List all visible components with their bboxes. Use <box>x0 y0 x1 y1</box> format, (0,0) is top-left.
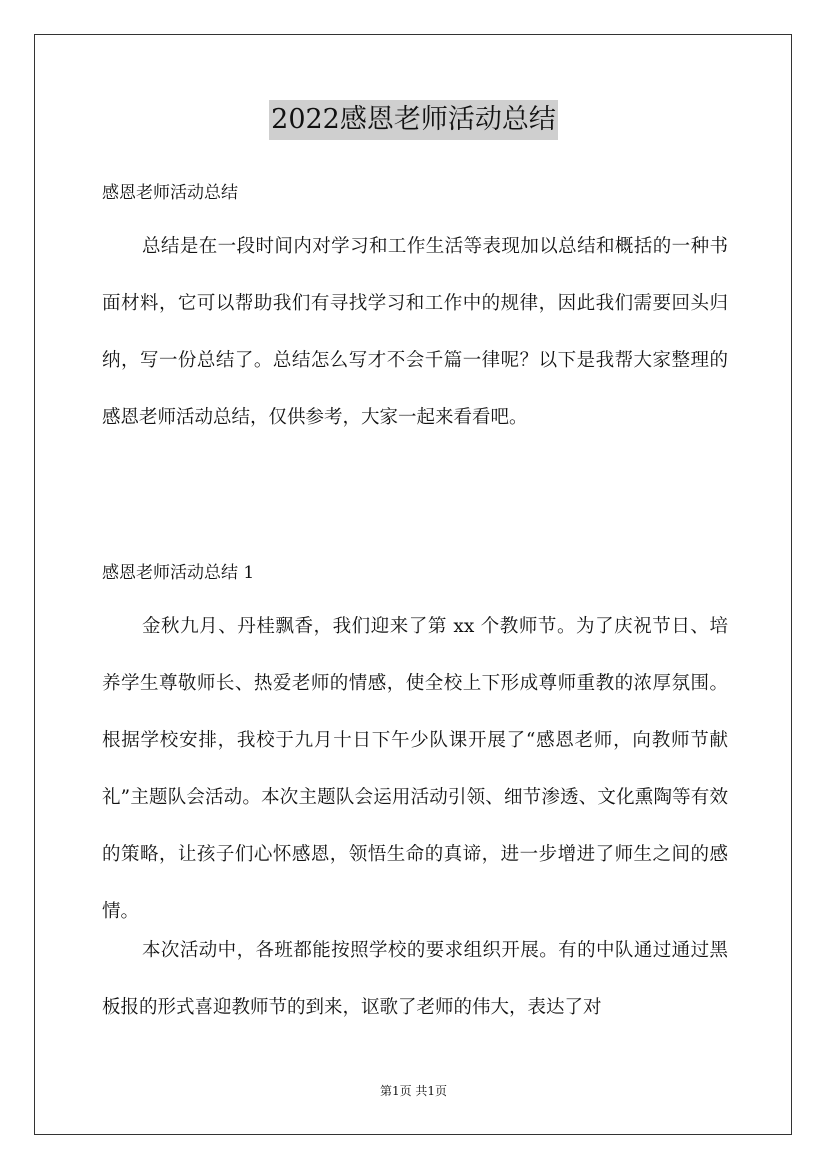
document-subtitle: 感恩老师活动总结 <box>102 183 238 203</box>
section1-paragraph-1: 金秋九月、丹桂飘香，我们迎来了第 xx 个教师节。为了庆祝节日、培养学生尊敬师长、热爱老师的情感，使全校上下形成尊师重教的浓厚氛围。根据学校安排，我校于九月十日下午少队课开展了“感恩老师，向教师节献礼”主题队会活动。本次主题队会运用活动引领、细节渗透、文化熏陶等有效的策略，让孩子们心怀感恩，领悟生命的真谛，进一步增进了师生之间的感情。 <box>102 616 728 922</box>
intro-paragraph: 总结是在一段时间内对学习和工作生活等表现加以总结和概括的一种书面材料，它可以帮助我们有寻找学习和工作中的规律，因此我们需要回头归纳，写一份总结了。总结怎么写才不会千篇一律呢？以下是我帮大家整理的感恩老师活动总结，仅供参考，大家一起来看看吧。 <box>102 236 728 428</box>
title-container <box>0 100 827 140</box>
page-footer: 第1页 共1页 <box>379 1084 448 1098</box>
document-title: 2022感恩老师活动总结 <box>269 100 558 140</box>
section1-paragraph-2: 本次活动中，各班都能按照学校的要求组织开展。有的中队通过通过黑板报的形式喜迎教师节的到来，讴歌了老师的伟大，表达了对 <box>102 940 728 1018</box>
section-heading-1: 感恩老师活动总结 1 <box>102 563 255 583</box>
